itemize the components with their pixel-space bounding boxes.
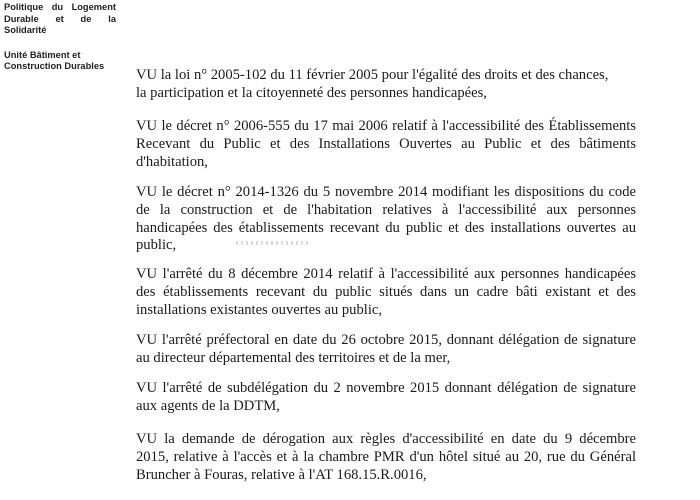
unit-line: Unité Bâtiment et bbox=[4, 49, 81, 60]
consideration-decree-2006 bbox=[136, 118, 636, 171]
text-line: Bruncher à Fouras, relative à l'AT 168.15.R.0016, bbox=[136, 466, 427, 483]
consideration-decree-2014 bbox=[136, 184, 636, 255]
consideration-law-2005 bbox=[136, 67, 636, 103]
text-line: handicapées des établissements recevant du public et des installations ouvertes au bbox=[136, 219, 636, 236]
consideration-subdelegation bbox=[136, 380, 636, 416]
consideration-derogation-request bbox=[136, 431, 636, 484]
text-line: Recevant du Public et des Installations Ouvertes au Public et des bâtiments bbox=[136, 135, 636, 152]
department-line: Solidarité bbox=[4, 25, 47, 35]
text-line: de la construction et de l'habitation relatives à l'accessibilité aux personnes bbox=[136, 201, 636, 218]
text-line: d'habitation, bbox=[136, 153, 208, 170]
text-line: aux agents de la DDTM, bbox=[136, 397, 280, 414]
service-header bbox=[4, 2, 116, 73]
text-line: la participation et la citoyenneté des personnes handicapées, bbox=[136, 84, 487, 101]
text-line: VU la demande de dérogation aux règles d'accessibilité en date du 9 décembre bbox=[136, 431, 636, 447]
unit-line: Construction Durables bbox=[4, 61, 105, 71]
consideration-order-2014 bbox=[136, 266, 636, 319]
text-line: VU l'arrêté de subdélégation du 2 novembre 2015 donnant délégation de signature bbox=[136, 380, 636, 396]
text-line: VU l'arrêté préfectoral en date du 26 octobre 2015, donnant délégation de signature bbox=[136, 332, 636, 348]
text-line: VU l'arrêté du 8 décembre 2014 relatif à l'accessibilité aux personnes handicapées bbox=[136, 266, 636, 282]
consideration-prefectoral-order bbox=[136, 332, 636, 368]
unit-name bbox=[4, 50, 116, 73]
text-line: VU le décret n° 2006-555 du 17 mai 2006 relatif à l'accessibilité des Établissements bbox=[136, 118, 636, 134]
scan-artifact bbox=[236, 241, 310, 245]
text-line: VU le décret n° 2014-1326 du 5 novembre 2014 modifiant les dispositions du code bbox=[136, 184, 636, 200]
department-line: Durable et de la bbox=[4, 13, 116, 24]
department-name bbox=[4, 2, 116, 37]
text-line: des établissements recevant du public situés dans un cadre bâti existant et des bbox=[136, 283, 636, 300]
text-line: installations existantes ouvertes au public, bbox=[136, 301, 383, 318]
text-line: au directeur départemental des territoires et de la mer, bbox=[136, 349, 451, 366]
text-line: 2015, relative à l'accès et à la chambre PMR d'un hôtel situé au 20, rue du Général bbox=[136, 448, 636, 465]
text-line: VU la loi n° 2005-102 du 11 février 2005 pour l'égalité des droits et des chances, bbox=[136, 67, 609, 83]
department-line: Politique du Logement bbox=[4, 2, 116, 12]
text-line: public, bbox=[136, 237, 177, 254]
